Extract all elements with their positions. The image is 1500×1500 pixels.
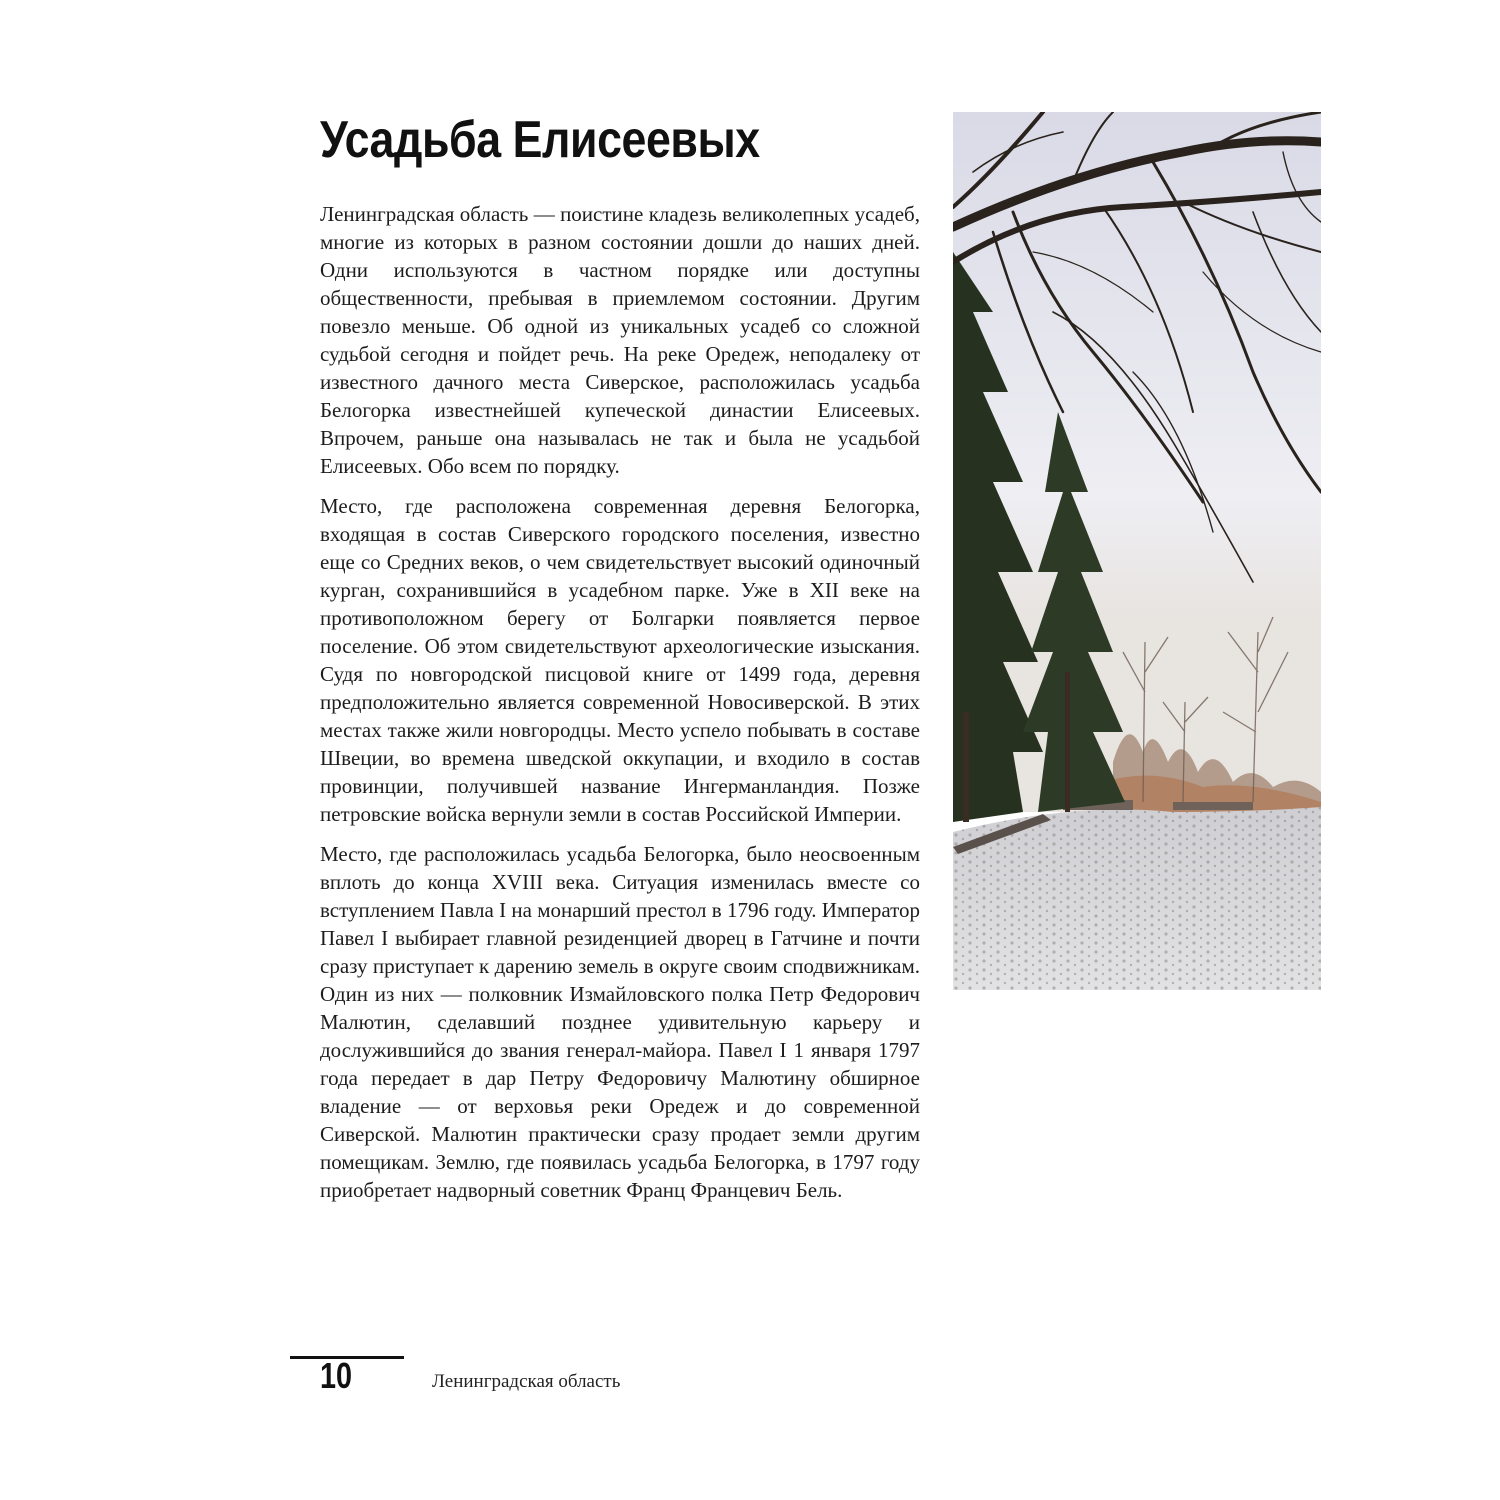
running-head: Ленинградская область (432, 1371, 621, 1392)
article-body (320, 200, 920, 1216)
paragraph-1: Ленинградская область — поистине кладезь великолепных усадеб, многие из которых в разном состоянии дошли до наших дней. Одни используются в частном порядке или доступны общественности, пребывая в приемлемом состоянии. Другим повезло меньше. Об одной из уникальных усадеб со сложной судьбой сегодня и пойдет речь. На реке Оредеж, неподалеку от известного дачного места Сиверское, расположилась усадьба Белогорка известнейшей купеческой династии Елисеевых. Впрочем, раньше она называлась не так и была не усадьбой Елисеевых. Обо всем по порядку. (320, 202, 920, 478)
page-title: Усадьба Елисеевых (320, 111, 760, 169)
paragraph-2: Место, где расположена современная деревня Белогорка, входящая в состав Сиверского городского поселения, известно еще со Средних веков, о чем свидетельствует высокий одиночный курган, сохранившийся в усадебном парке. Уже в XII веке на противоположном берегу от Болгарки появляется первое поселение. Об этом свидетельствуют археологические изыскания. Судя по новгородской писцовой книге от 1499 года, деревня предположительно является современной Новосиверской. В этих местах также жили новгородцы. Место успело побывать в составе Швеции, во времена шведской оккупации, и входило в состав провинции, получившей название Ингерманландия. Позже петровские войска вернули земли в состав Российской Империи. (320, 494, 920, 826)
winter-park-photo (953, 112, 1321, 990)
page-number: 10 (320, 1355, 353, 1396)
paragraph-3: Место, где расположилась усадьба Белогорка, было неосвоенным вплоть до конца XVIII века. Ситуация изменилась вместе со вступлением Павла I на монарший престол в 1796 году. Император Павел I выбирает главной резиденцией дворец в Гатчине и почти сразу приступает к дарению земель в округе своим сподвижникам. Один из них — полковник Измайловского полка Петр Федорович Малютин, сделавший позднее удивительную карьеру и дослужившийся до звания генерал-майора. Павел I 1 января 1797 года передает в дар Петру Федоровичу Малютину обширное владение — от верховья реки Оредеж и до современной Сиверской. Малютин практически сразу продает земли другим помещикам. Землю, где появилась усадьба Белогорка, в 1797 году приобретает надворный советник Франц Францевич Бель. (320, 842, 920, 1202)
